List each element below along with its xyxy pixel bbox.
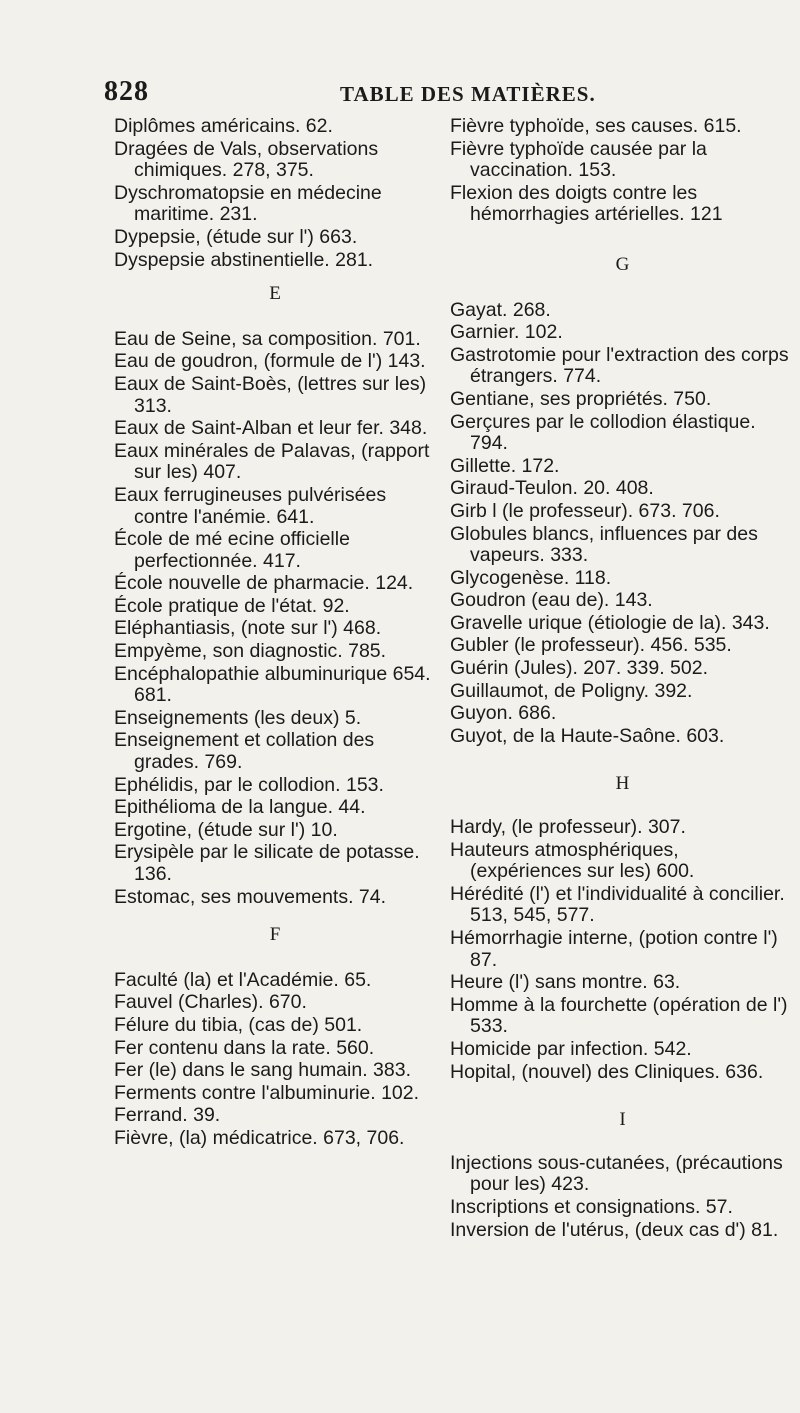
index-entry: Dypepsie, (étude sur l') 663. (114, 225, 358, 248)
index-entry: Hérédité (l') et l'individualité à concilier. 513, 545, 577. (450, 882, 785, 927)
index-entry: Félure du tibia, (cas de) 501. (114, 1013, 363, 1036)
index-entry: Gentiane, ses propriétés. 750. (450, 387, 712, 410)
index-entry: Guyon. 686. (450, 702, 557, 725)
index-entry: Eaux de Saint-Alban et leur fer. 348. (114, 417, 428, 440)
left-column (114, 116, 436, 1151)
index-entry: Gastrotomie pour l'extraction des corps étrangers. 774. (450, 343, 789, 388)
index-entry: Eaux ferrugineuses pulvérisées contre l'anémie. 641. (114, 483, 387, 528)
index-entry: École pratique de l'état. 92. (114, 594, 350, 617)
index-entry: Dyschromatopsie en médecine maritime. 231. (114, 181, 382, 226)
index-entry: Hopital, (nouvel) des Cliniques. 636. (450, 1060, 764, 1083)
index-entry: Guérin (Jules). 207. 339. 502. (450, 657, 708, 680)
index-entry: Girb l (le professeur). 673. 706. (450, 499, 720, 522)
index-entry: Fauvel (Charles). 670. (114, 991, 307, 1014)
index-entry: Ferrand. 39. (114, 1104, 221, 1127)
index-entry: Enseignements (les deux) 5. (114, 706, 362, 729)
section-f (114, 970, 436, 1150)
index-entry: Homme à la fourchette (opération de l') 533. (450, 993, 788, 1038)
index-entry: Enseignement et collation des grades. 769. (114, 729, 375, 774)
index-entry: Fièvre typhoïde, ses causes. 615. (450, 115, 742, 137)
index-entry: Globules blancs, influences par des vapeurs. 333. (450, 522, 758, 567)
section-d (114, 116, 436, 271)
right-column (450, 116, 795, 1242)
index-entry: Garnier. 102. (450, 321, 563, 344)
index-entry: Gerçures par le collodion élastique. 794. (450, 410, 756, 455)
index-entry: Homicide par infection. 542. (450, 1037, 692, 1060)
index-entry: Gravelle urique (étiologie de la). 343. (450, 611, 770, 634)
index-entry: Gubler (le professeur). 456. 535. (450, 634, 732, 657)
index-entry: Hardy, (le professeur). 307. (450, 816, 686, 839)
index-entry: Goudron (eau de). 143. (450, 589, 653, 612)
index-entry: Ferments contre l'albuminurie. 102. (114, 1081, 420, 1104)
index-entry: École nouvelle de pharmacie. 124. (114, 572, 414, 595)
index-entry: Eau de goudron, (formule de l') 143. (114, 350, 426, 373)
index-entry: Eléphantiasis, (note sur l') 468. (114, 617, 382, 640)
index-entry: Encéphalopathie albuminurique 654. 681. (114, 662, 431, 707)
section-e (114, 329, 436, 908)
index-entry: Inscriptions et consignations. 57. (450, 1195, 733, 1218)
index-entry: Fièvre typhoïde causée par la vaccination. 153. (450, 137, 707, 182)
index-entry: Ephélidis, par le collodion. 153. (114, 773, 384, 796)
section-letter-h: H (615, 773, 630, 795)
index-entry: Erysipèle par le silicate de potasse. 136. (114, 841, 420, 885)
index-entry: Fièvre, (la) médicatrice. 673, 706. (114, 1126, 405, 1149)
index-entry: Dyspepsie abstinentielle. 281. (114, 248, 374, 271)
index-entry: Eaux minérales de Palavas, (rapport sur les) 407. (114, 439, 430, 484)
index-entry: Heure (l') sans montre. 63. (450, 971, 681, 994)
index-entry: Glycogenèse. 118. (450, 566, 612, 589)
index-entry: Guillaumot, de Poligny. 392. (450, 679, 693, 702)
section-letter-e: E (269, 283, 281, 305)
section-g (450, 300, 795, 748)
index-entry: Gayat. 268. (450, 298, 551, 321)
index-entry: Eau de Seine, sa composition. 701. (114, 327, 421, 350)
section-letter-f: F (269, 924, 281, 946)
index-entry: Fer (le) dans le sang humain. 383. (114, 1059, 411, 1082)
index-entry: Hémorrhagie interne, (potion contre l') 87. (450, 927, 778, 971)
section-letter-g: G (615, 253, 630, 275)
index-entry: Dragées de Vals, observations chimiques. 278, 375. (114, 137, 379, 182)
index-entry: Inversion de l'utérus, (deux cas d') 81. (450, 1218, 779, 1241)
section-f-continued (450, 116, 795, 226)
running-title: TABLE DES MATIÈRES. (340, 82, 596, 106)
section-h (450, 817, 795, 1083)
index-entry: Injections sous-cutanées, (précautions pour les) 423. (450, 1151, 783, 1196)
page-number: 828 (104, 76, 149, 107)
index-entry: Epithélioma de la langue. 44. (114, 796, 366, 819)
index-entry: Eaux de Saint-Boès, (lettres sur les) 313. (114, 372, 427, 417)
index-entry: Fer contenu dans la rate. 560. (114, 1036, 375, 1059)
index-entry: Flexion des doigts contre les hémorrhagies artérielles. 121 (450, 181, 723, 226)
index-entry: École de mé ecine officielle perfectionnée. 417. (114, 528, 350, 572)
index-entry: Guyot, de la Haute-Saône. 603. (450, 724, 725, 747)
index-entry: Estomac, ses mouvements. 74. (114, 885, 387, 908)
index-entry: Gillette. 172. (450, 454, 560, 477)
index-entry: Hauteurs atmosphériques, (expériences sur les) 600. (450, 838, 695, 883)
index-entry: Faculté (la) et l'Académie. 65. (114, 968, 372, 991)
index-entry: Giraud-Teulon. 20. 408. (450, 477, 654, 500)
index-entry: Ergotine, (étude sur l') 10. (114, 818, 338, 841)
index-entry: Diplômes américains. 62. (114, 115, 333, 137)
section-i (450, 1153, 795, 1241)
section-letter-i: I (619, 1109, 626, 1131)
index-entry: Empyème, son diagnostic. 785. (114, 640, 387, 663)
page-header (104, 76, 794, 116)
